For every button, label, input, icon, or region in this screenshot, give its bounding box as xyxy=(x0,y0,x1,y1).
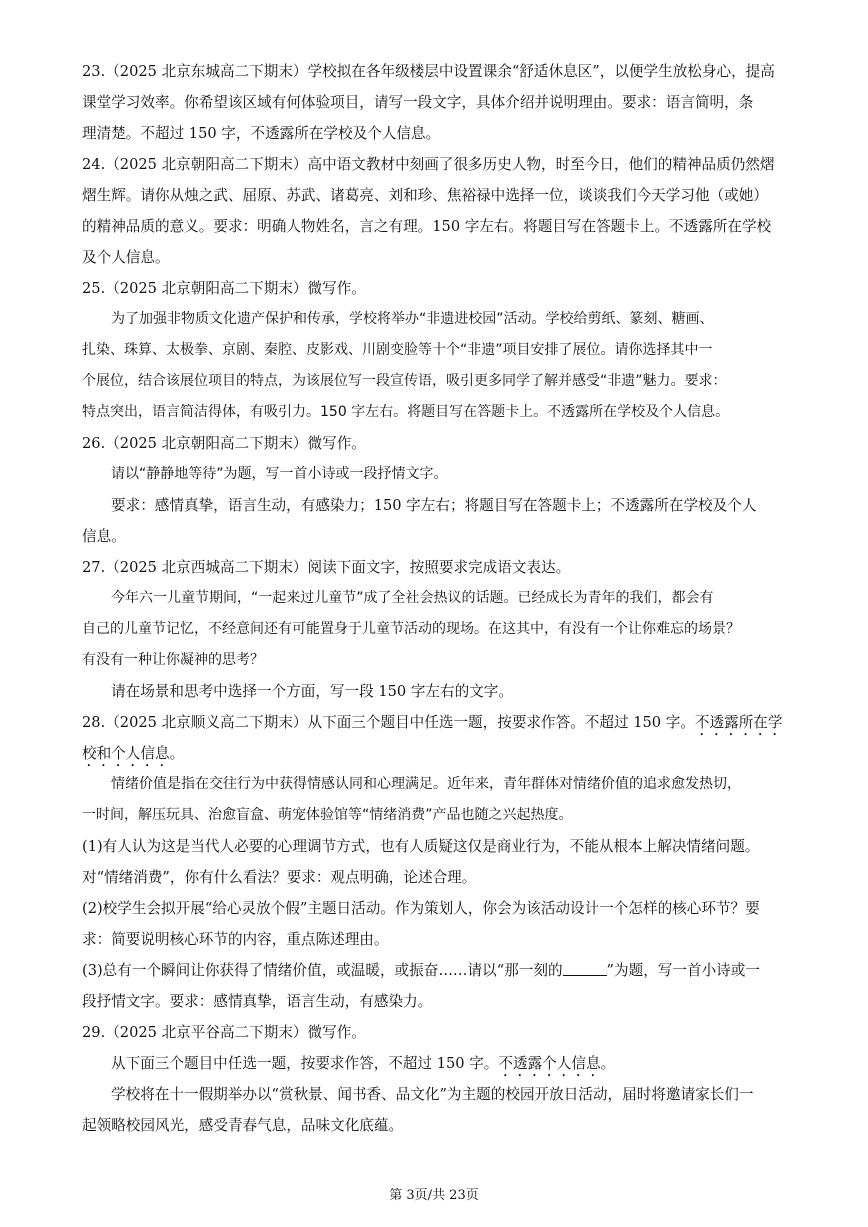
question-27 xyxy=(82,552,790,707)
question-28-option-1-line-1: (1)有人认为这是当代人必要的心理调节方式，也有人质疑这仅是商业行为，不能从根本上解决情绪问题。 xyxy=(82,838,760,855)
question-26 xyxy=(82,428,790,552)
question-23-line-3: 理清楚。不超过 150 字，不透露所在学校及个人信息。 xyxy=(82,125,441,142)
question-24-line-3: 的精神品质的意义。要求：明确人物姓名，言之有理。150 字左右。将题目写在答题卡上。不透露所在学校 xyxy=(82,218,772,235)
question-29-emphasis: 不透露个人信息 xyxy=(498,1055,601,1072)
question-24-line-4: 及个人信息。 xyxy=(82,249,170,266)
question-26-requirements-line-1: 要求：感情真挚，语言生动，有感染力；150 字左右；将题目写在答题卡上；不透露所在学校及个人 xyxy=(111,497,757,514)
question-28-option-1-line-2: 对“情绪消费”，你有什么看法？要求：观点明确，论述合理。 xyxy=(82,869,477,886)
fill-in-blank xyxy=(563,961,607,976)
question-29-passage-line-1: 学校将在十一假期举办以“赏秋景、闻书香、品文化”为主题的校园开放日活动，届时将邀请家长们一 xyxy=(111,1086,754,1103)
question-25-passage-line-3: 个展位，结合该展位项目的特点，为该展位写一段宣传语，吸引更多同学了解并感受“非遗”魅力。要求： xyxy=(82,373,727,389)
question-25 xyxy=(82,273,790,428)
question-27-passage-line-2: 自己的儿童节记忆，不经意间还有可能置身于儿童节活动的现场。在这其中，有没有一个让你难忘的场景？ xyxy=(82,621,740,637)
question-25-heading: 25.（2025 北京朝阳高二下期末）微写作。 xyxy=(82,280,366,297)
question-28-emphasis-a: 不透露所在学 xyxy=(694,714,783,731)
question-27-passage-line-1: 今年六一儿童节期间，“一起来过儿童节”成了全社会热议的话题。已经成长为青年的我们，都会有 xyxy=(111,590,714,606)
question-24-line-1: 24.（2025 北京朝阳高二下期末）高中语文教材中刻画了很多历史人物，时至今日，他们的精神品质仍然熠 xyxy=(82,156,775,173)
page-footer: 第 3页/共 23页 xyxy=(389,1188,479,1203)
question-27-heading: 27.（2025 北京西城高二下期末）阅读下面文字，按照要求完成语文表达。 xyxy=(82,559,571,576)
question-28-passage-line-1: 情绪价值是指在交往行为中获得情感认同和心理满足。近年来，青年群体对情绪价值的追求愈发热切， xyxy=(111,776,741,792)
question-28-option-3-text-b: ”为题，写一首小诗或一 xyxy=(606,962,760,979)
question-28-option-3-line-1 xyxy=(82,955,790,986)
question-25-passage-line-1: 为了加强非物质文化遗产保护和传承，学校将举办“非遗进校园”活动。学校给剪纸、篆刻、糖画、 xyxy=(111,311,714,327)
question-25-passage-line-4: 特点突出，语言简洁得体，有吸引力。150 字左右。将题目写在答题卡上。不透露所在学校及个人信息。 xyxy=(82,404,730,420)
question-26-requirements-line-2: 信息。 xyxy=(82,528,126,545)
question-23-line-1: 23.（2025 北京东城高二下期末）学校拟在各年级楼层中设置课余“舒适休息区”，以便学生放松身心，提高 xyxy=(82,63,775,80)
question-28-option-3-text-a: (3)总有一个瞬间让你获得了情绪价值，或温暖，或振奋……请以“那一刻的 xyxy=(82,962,563,979)
question-28-option-3-line-2: 段抒情文字。要求：感情真挚，语言生动，有感染力。 xyxy=(82,993,433,1010)
question-23-line-2: 课堂学习效率。你希望该区域有何体验项目，请写一段文字，具体介绍并说明理由。要求：语言简明，条 xyxy=(82,94,754,111)
question-27-task: 请在场景和思考中选择一个方面，写一段 150 字左右的文字。 xyxy=(111,683,513,700)
question-26-heading: 26.（2025 北京朝阳高二下期末）微写作。 xyxy=(82,435,366,452)
question-28-emphasis-b: 校和个人信息 xyxy=(82,745,170,762)
question-29-heading: 29.（2025 北京平谷高二下期末）微写作。 xyxy=(82,1024,366,1041)
question-28-option-2-line-1: (2)校学生会拟开展“给心灵放个假”主题日活动。作为策划人，你会为该活动设计一个怎样的核心环节？要 xyxy=(82,900,760,917)
question-24-line-2: 熠生辉。请你从烛之武、屈原、苏武、诸葛亮、刘和珍、焦裕禄中选择一位，谈谈我们今天学习他（或她） xyxy=(82,187,768,204)
question-28-heading-end: 。 xyxy=(169,745,185,762)
document-page xyxy=(82,56,790,1141)
question-29-passage-line-2: 起领略校园风光，感受青春气息，品味文化底蕴。 xyxy=(82,1117,404,1134)
question-29-instruction xyxy=(82,1048,790,1079)
question-27-passage-line-3: 有没有一种让你凝神的思考？ xyxy=(82,652,264,668)
question-23 xyxy=(82,56,790,149)
question-28-heading-line-1 xyxy=(82,707,790,738)
question-29-instruction-text: 从下面三个题目中任选一题，按要求作答，不超过 150 字。 xyxy=(111,1055,499,1072)
question-29 xyxy=(82,1017,790,1141)
question-28-passage-line-2: 一时间，解压玩具、治愈盲盒、萌宠体验馆等“情绪消费”产品也随之兴起热度。 xyxy=(82,807,573,823)
question-28-heading-text: 28.（2025 北京顺义高二下期末）从下面三个题目中任选一题，按要求作答。不超过 150 字。 xyxy=(82,714,695,731)
question-26-prompt: 请以“静静地等待”为题，写一首小诗或一段抒情文字。 xyxy=(111,466,448,482)
question-29-instruction-end: 。 xyxy=(600,1055,616,1072)
question-25-passage-line-2: 扎染、珠算、太极拳、京剧、秦腔、皮影戏、川剧变脸等十个“非遗”项目安排了展位。请你选择其中一 xyxy=(82,342,713,358)
question-28-option-2-line-2: 求：简要说明核心环节的内容，重点陈述理由。 xyxy=(82,931,389,948)
question-28 xyxy=(82,707,790,1017)
question-28-heading-line-2 xyxy=(82,738,790,769)
question-24 xyxy=(82,149,790,273)
